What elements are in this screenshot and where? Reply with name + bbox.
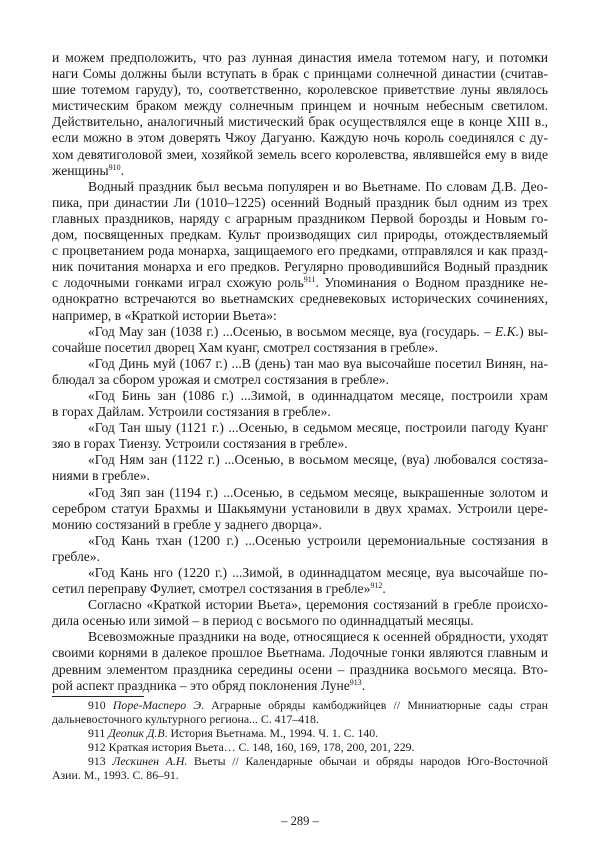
text-segment: Е.К. [494,323,520,339]
footnote-reference[interactable]: 912 [370,581,383,591]
text-line [52,308,548,324]
text-line [52,613,548,629]
text-line [52,259,548,275]
text-segment: монию состязаний в гребле у заднего дворца». [52,516,322,532]
text-segment: женщины [52,162,109,178]
text-segment: «Год Динь муй (1067 г.) ...В (день) тан мао вуа высочайше посетил Винян, на- [88,355,548,371]
text-line [52,291,548,307]
text-segment: с процветанием рода монарха, защищаемого его предками, отправлялся и как празд- [52,243,548,259]
text-line [52,388,548,404]
text-line [52,645,548,661]
text-segment: «Год Кань нго (1220 г.) ...Зимой, в одиннадцатом месяце, вуа высочайше по- [88,565,548,580]
text-line [52,404,548,420]
text-segment: Вьеты // Календарные обычаи и обряды народов Юго-Восточной [187,754,548,768]
text-segment: однократно встречаются во вьетнамских средневековых исторических сочинениях, [52,291,548,307]
text-line [52,468,548,484]
text-segment: гребле». [52,548,100,564]
text-line [52,82,548,98]
text-line [52,420,548,436]
text-segment: зяо в горах Тиензу. Устроили состязания в гребле». [52,436,348,452]
text-segment: серебром статуи Брахмы и Шакьямуни установили в двух храмах. Устроили цере- [52,500,548,516]
text-line [52,66,548,82]
text-line [52,114,548,130]
text-line [52,356,548,372]
text-segment: . Аграрные обряды камбоджийцев // Миниатюрные сады стран [201,698,548,712]
text-segment: наги Сомы должны были вступать в брак с принцами солнечной династии (считав- [52,66,548,82]
text-segment: . [382,581,386,597]
text-line [52,549,548,565]
text-line [52,565,548,581]
footnote-line [52,698,548,712]
text-line [52,501,548,517]
text-segment: 911 [88,726,109,740]
footnote-reference[interactable]: 911 [303,275,316,285]
text-line [52,372,548,388]
text-line [52,324,548,340]
text-segment: «Год Бинь зан (1086 г.) ...Зимой, в одиннадцатом месяце, построили храм [88,387,548,403]
text-segment: сочайше посетил дворец Хам куанг, смотрел состязания в гребле». [52,339,439,355]
text-line [52,597,548,613]
text-segment: дила осенью или зимой – в период с восьмого по одиннадцатый месяцы. [52,613,474,629]
text-line [52,581,548,597]
text-segment: своими корнями в далекое прошлое Вьетнама. Лодочные гонки являются главным и [52,645,548,661]
text-segment: и можем предположить, что раз лунная династия имела тотемом нагу, и потомки [52,50,548,65]
text-segment: ник почитания монарха и его предков. Регулярно проводившийся Водный праздник [52,259,548,275]
text-segment: сетил переправу Фулиет, смотрел состязания в гребле» [52,581,371,597]
text-segment: Согласно «Краткой истории Вьета», церемония состязаний в гребле происхо- [88,597,548,613]
text-line [52,227,548,243]
text-line [52,533,548,549]
text-segment: ) вы- [519,323,548,339]
text-segment: «Год Кань тхан (1200 г.) ...Осенью устроили церемониальные состязания в [88,532,548,548]
text-segment: хом девятиголовой змеи, хозяйкой земель всего королевства, являвшейся ему в виде [52,146,548,162]
footnote-line [52,740,548,754]
text-segment: дом, посвященных предкам. Культ производящих сил природы, отождествляемый [52,227,548,243]
text-line [52,163,548,179]
text-segment: Водный праздник был весьма популярен и во Вьетнаме. По словам Д.В. Део- [88,178,548,194]
text-segment: в горах Дайлам. Устроили состязания в гребле». [52,404,331,420]
text-line [52,50,548,66]
footnote-reference[interactable]: 910 [108,162,121,172]
text-segment: «Год Ням зан (1122 г.) ...Осенью, в восьмом месяце, (вуа) любовался состяза- [88,452,548,468]
page-number: – 289 – [281,814,319,828]
text-segment: Всевозможные праздники на воде, относящиеся к осенней обрядности, уходят [88,629,548,645]
text-line [52,485,548,501]
text-line [52,517,548,533]
main-text [52,50,548,694]
footnote-line [52,712,548,726]
footnotes [52,698,548,782]
text-line [52,629,548,645]
text-segment: «Год Мау зан (1038 г.) ...Осенью, в восьмом месяце, вуа (государь. – [88,323,495,339]
text-line [52,98,548,114]
text-segment: . История Вьетнама. М., 1994. Ч. 1. С. 140. [164,726,379,740]
text-segment: дальневосточного культурного региона... С. 417–418. [52,712,319,726]
text-line [52,147,548,163]
text-segment: Деопик Д.В [108,726,165,740]
text-line [52,452,548,468]
text-segment: древним элементом праздника середины осени – праздника восьмого месяца. Вто- [52,661,548,677]
text-segment: . [120,162,125,178]
footnote-line [52,726,548,740]
text-segment: Действительно, аналогичный мистический брак осуществлялся еще в конце XIII в., [52,114,548,130]
text-segment: 910 [88,698,113,712]
footnote-separator [52,696,144,697]
text-line [52,275,548,291]
text-segment: Азии. М., 1993. С. 86–91. [52,768,179,782]
text-line [52,678,548,694]
text-segment: . Упоминания о Водном празднике не- [315,275,548,291]
text-line [52,243,548,259]
text-line [52,130,548,146]
text-segment: пика, при династии Ли (1010–1225) осенний Водный праздник был одним из трех [52,194,548,210]
text-segment: Поре-Масперо Э [112,698,202,712]
text-segment: мистическим браком между солнечным принцем и ночным небесным светилом. [52,98,548,114]
footnote-line [52,768,548,782]
text-segment: рой аспект праздника – это обряд поклонения Луне [52,677,350,693]
text-segment: . [361,677,366,693]
text-line [52,662,548,678]
text-segment: 912 Краткая история Вьета… С. 148, 160, 169, 178, 200, 201, 229. [88,740,415,754]
text-segment: шие тотемом гаруду), то, соответственно, королевское приветствие луны являлось [52,82,548,98]
text-segment: «Год Зяп зан (1194 г.) ...Осенью, в седьмом месяце, выкрашенные золотом и [88,484,548,500]
text-line [52,211,548,227]
text-line [52,436,548,452]
text-segment: если можно в этом доверять Чжоу Дагуаню. Каждую ночь король соединялся с ду- [52,130,548,146]
text-line [52,340,548,356]
text-segment: например, в «Краткой истории Вьета»: [52,307,277,323]
text-line [52,195,548,211]
footnote-reference[interactable]: 913 [349,677,362,687]
text-segment: 913 [88,754,113,768]
text-segment: ниями в гребле». [52,468,150,484]
text-segment: блюдал за сбором урожая и смотрел состязания в гребле». [52,371,389,387]
footnote-line [52,754,548,768]
text-segment: главных праздников, наряду с аграрным праздником Первой борозды и Новым го- [52,210,548,226]
text-line [52,179,548,195]
text-segment: Лескинен А.Н. [112,754,188,768]
text-segment: «Год Тан шыу (1121 г.) ...Осенью, в седьмом месяце, построили пагоду Куанг [88,420,548,436]
text-segment: с лодочными гонками играл схожую роль [52,275,304,291]
